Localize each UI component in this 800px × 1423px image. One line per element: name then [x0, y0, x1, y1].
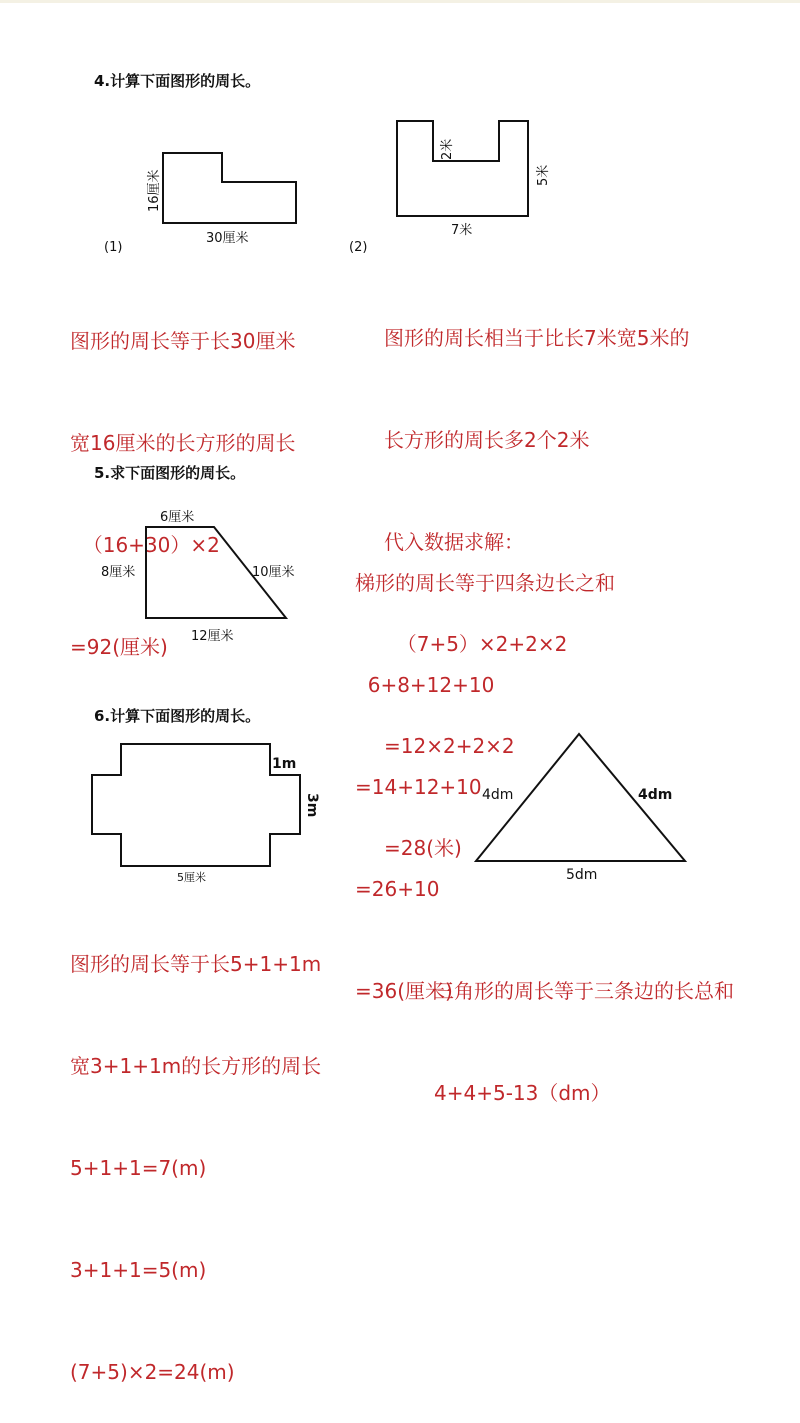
q4-fig2-right-label: 5米 — [536, 164, 551, 186]
q6-fig2-right-label: 4dm — [638, 787, 673, 803]
q6-fig1-bottom-label: 5厘米 — [177, 871, 206, 884]
answer-line: 图形的周长相当于比长7米宽5米的 — [384, 326, 690, 350]
answer-line: 梯形的周长等于四条边长之和 — [355, 571, 615, 595]
q6-fig2-left-label: 4dm — [482, 787, 514, 803]
answer-line: 4+4+5-13（dm） — [434, 1081, 611, 1105]
q6-answer-2 — [434, 906, 734, 1144]
answer-line: 代入数据求解： — [384, 530, 524, 554]
answer-line: 长方形的周长多2个2米 — [384, 428, 590, 452]
q6-fig2-bottom-label: 5dm — [566, 867, 598, 883]
answer-line: 3+1+1=5(m) — [70, 1258, 207, 1282]
answer-line: 图形的周长等于长5+1+1m — [70, 952, 322, 976]
answer-line: =14+12+10 — [355, 775, 482, 799]
answer-line: 宽16厘米的长方形的周长 — [70, 431, 296, 455]
answer-line: =92(厘米) — [70, 635, 168, 659]
q5-left-label: 8厘米 — [101, 565, 136, 580]
q5-bottom-label: 12厘米 — [191, 629, 234, 644]
q4-fig1-left-label: 16厘米 — [147, 169, 162, 212]
q4-fig2-bottom-label: 7米 — [451, 223, 473, 238]
q4-fig1-number: (1) — [104, 240, 123, 255]
answer-line: =12×2+2×2 — [384, 734, 515, 758]
q6-title: 6.计算下面图形的周长。 — [94, 707, 261, 725]
q5-title: 5.求下面图形的周长。 — [94, 464, 246, 482]
answer-line: 三角形的周长等于三条边的长总和 — [434, 979, 734, 1003]
answer-line: 5+1+1=7(m) — [70, 1156, 207, 1180]
answer-line: =36(厘米) — [355, 979, 453, 1003]
answer-line: =28(米) — [384, 836, 462, 860]
answer-line: (7+5)×2=24(m) — [70, 1360, 235, 1384]
answer-line: 宽3+1+1m的长方形的周长 — [70, 1054, 322, 1078]
q6-fig1-step-label: 1m — [272, 756, 297, 772]
answer-line: （7+5）×2+2×2 — [384, 632, 568, 656]
q4-fig2-notch-label: 2米 — [440, 138, 455, 160]
q4-fig1-bottom-label: 30厘米 — [206, 231, 249, 246]
q5-top-label: 6厘米 — [160, 510, 195, 525]
q4-fig2-number: (2) — [349, 240, 368, 255]
answer-line: （16+30）×2 — [70, 533, 220, 557]
q4-title: 4.计算下面图形的周长。 — [94, 72, 261, 90]
q6-fig1-right-label: 3m — [304, 793, 320, 818]
answer-line: 图形的周长等于长30厘米 — [70, 329, 296, 353]
answer-line: =26+10 — [355, 877, 440, 901]
q5-slant-label: 10厘米 — [252, 565, 295, 580]
answer-line: 6+8+12+10 — [355, 673, 495, 697]
q6-answer-1 — [70, 879, 321, 1423]
